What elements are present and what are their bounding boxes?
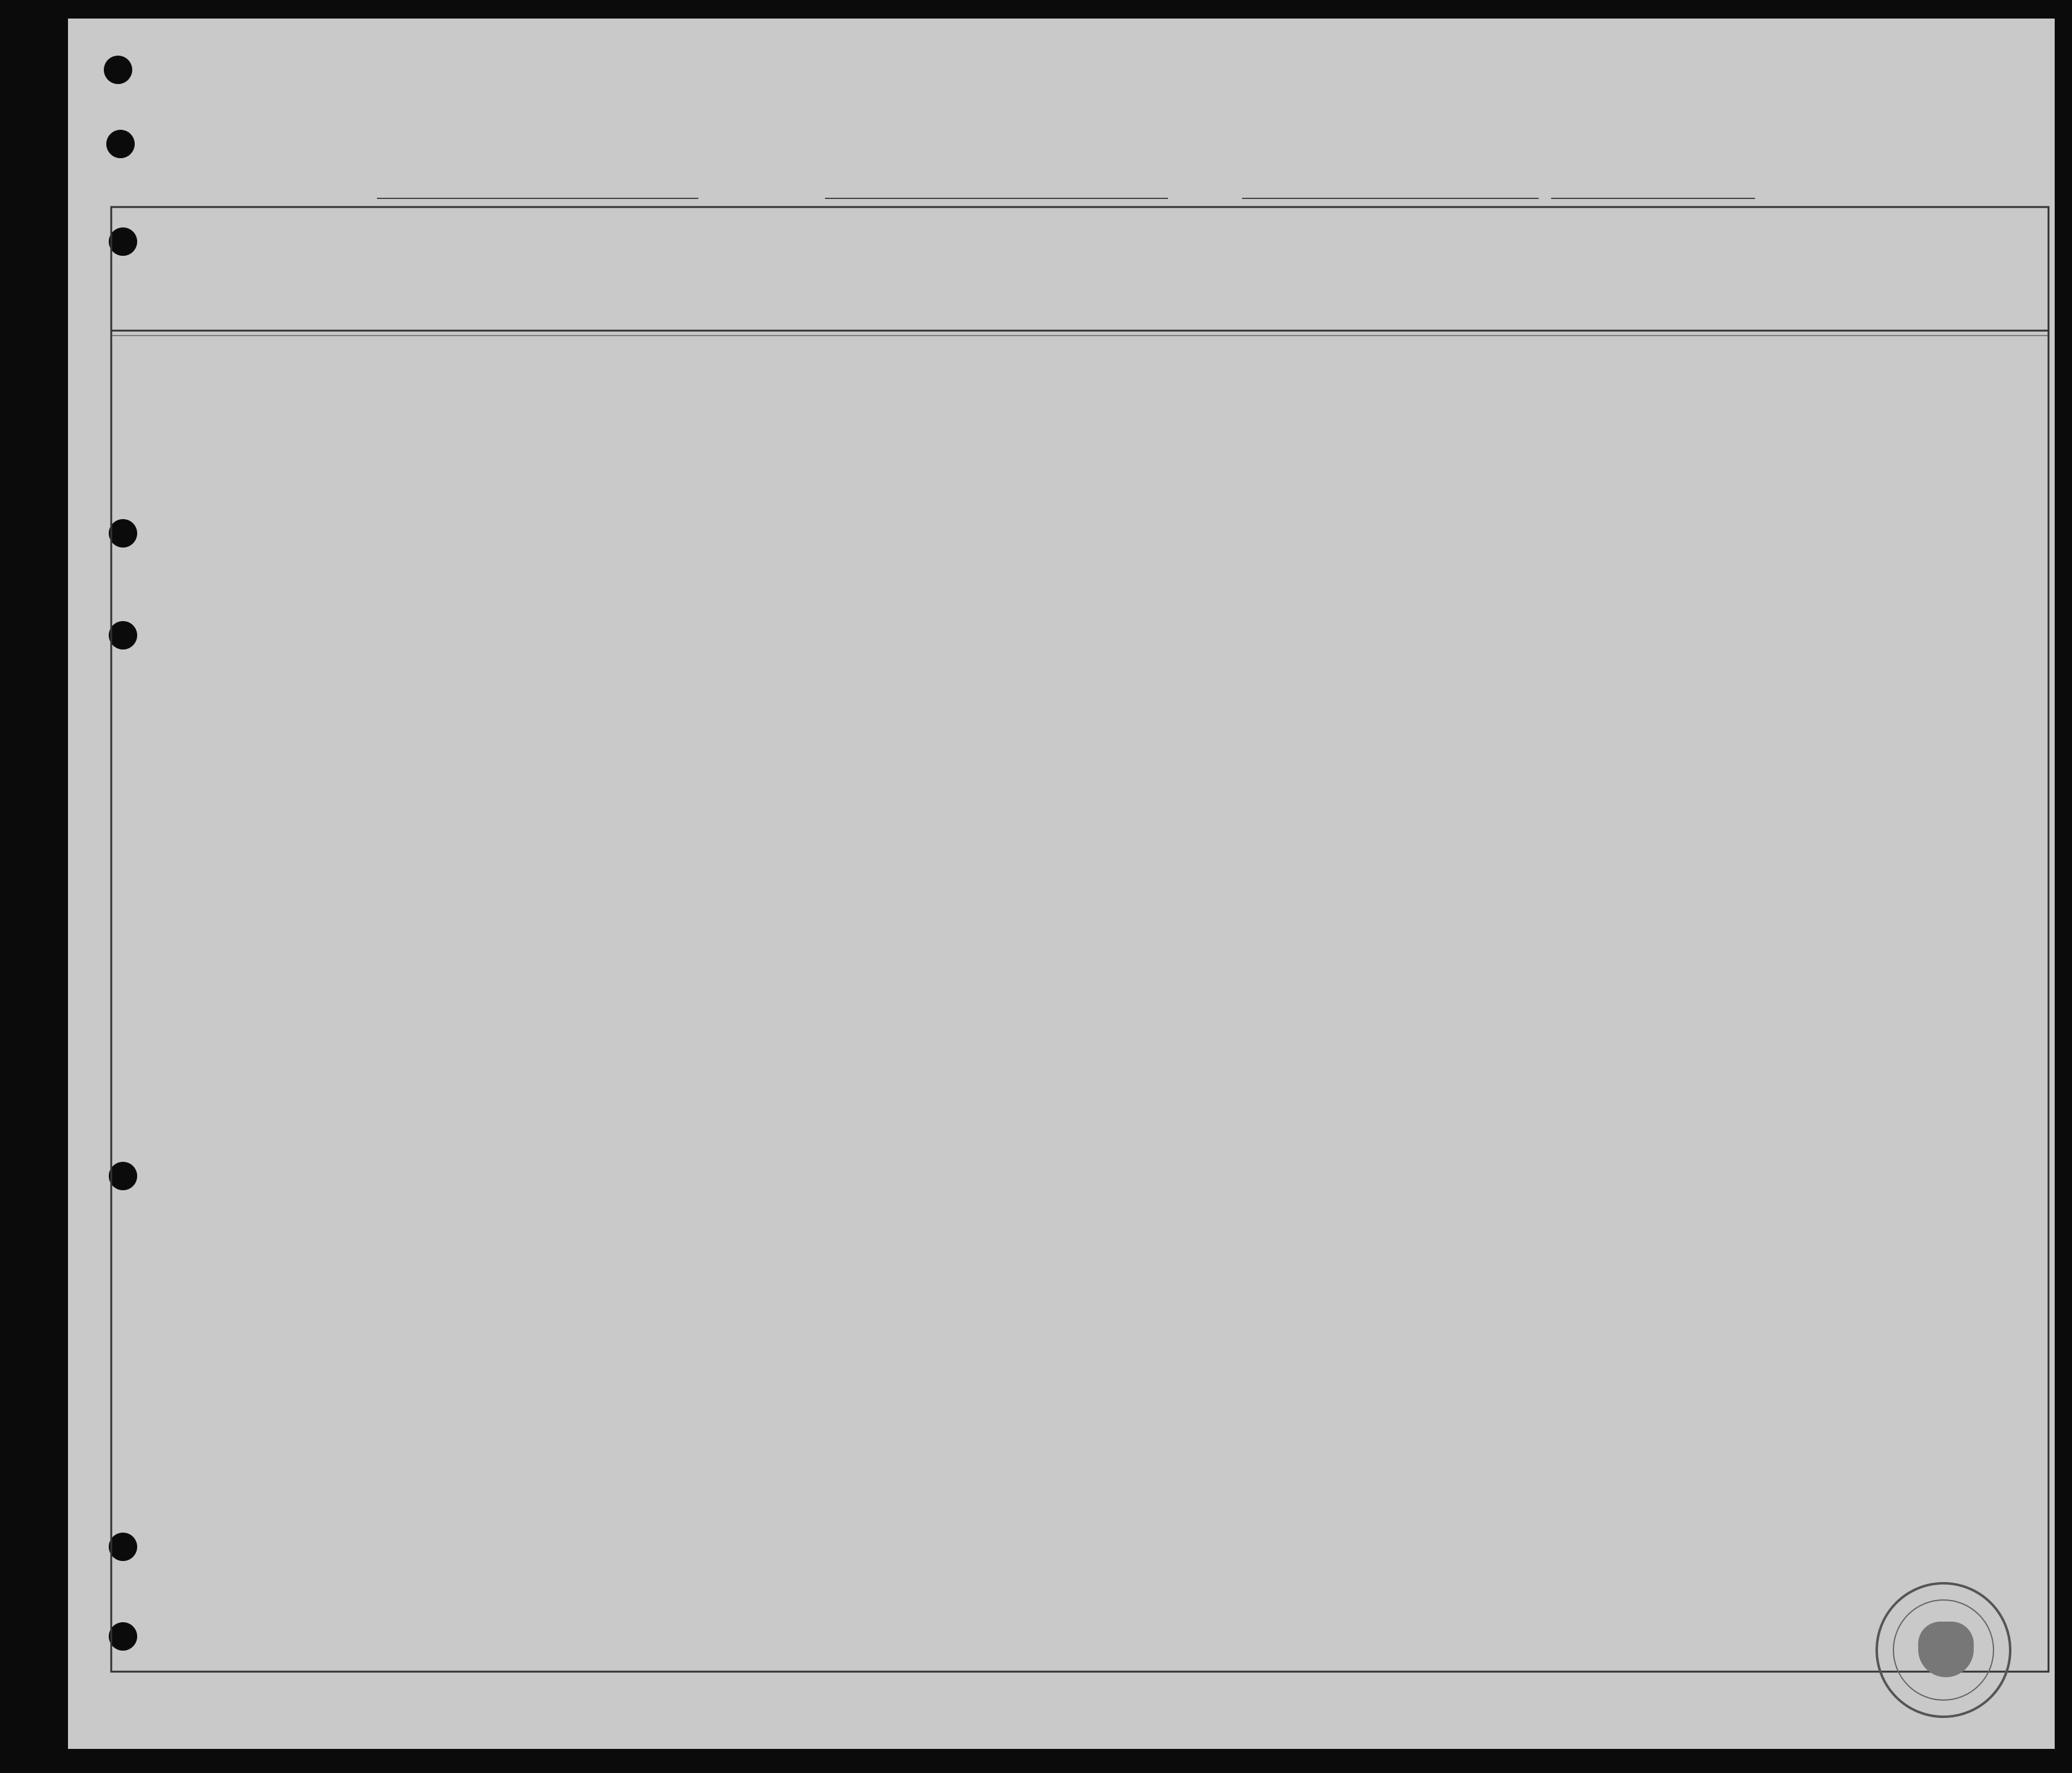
consulate-seal	[1875, 1582, 2011, 1718]
table-grid	[68, 19, 2055, 1749]
manifest-sheet	[68, 19, 2055, 1749]
eagle-icon	[1918, 1622, 1974, 1677]
